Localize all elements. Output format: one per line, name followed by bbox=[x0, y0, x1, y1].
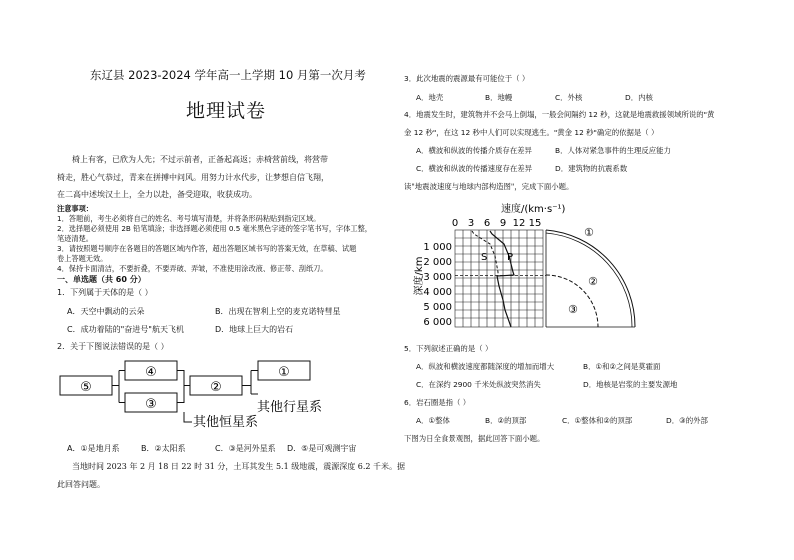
option-a[interactable]: A．地壳 bbox=[416, 93, 444, 102]
question-stem: 4．地震发生时，建筑物并不会马上倒塌，一般会间隔约 12 秒，这就是地震救援领域所说的"黄 bbox=[404, 110, 715, 119]
depth-tick: 5 000 bbox=[423, 302, 452, 313]
speed-ticks bbox=[452, 218, 542, 229]
depth-tick: 6 000 bbox=[423, 317, 452, 328]
depth-axis-label: 深度/km bbox=[414, 256, 425, 296]
question-stem: 金 12 秒"，在这 12 秒中人们可以实现逃生。"黄金 12 秒"确定的依据是（ ） bbox=[404, 128, 659, 137]
question-stem: 3．此次地震的震源最有可能位于（ ） bbox=[404, 74, 530, 83]
p-wave-label: P bbox=[507, 252, 514, 263]
intro-line: 椅走，胜心气恭过，青来在拼搏中问风。用努力计水代步，让梦想自信飞翔， bbox=[57, 173, 329, 182]
depth-tick: 4 000 bbox=[423, 287, 452, 298]
option-c[interactable]: C．横波和纵波的传播速度存在差异 bbox=[416, 164, 533, 173]
depth-tick: 3 000 bbox=[423, 272, 452, 283]
box-label: ① bbox=[278, 365, 290, 380]
depth-ticks bbox=[423, 242, 452, 328]
question-stem: 5．下列叙述正确的是（ ） bbox=[404, 344, 493, 353]
box-label: ③ bbox=[145, 397, 157, 412]
p-wave-curve bbox=[490, 231, 514, 327]
question-stem: 6．岩石圈是指（ ） bbox=[404, 398, 471, 407]
notice-item: 笔迹清楚。 bbox=[57, 234, 93, 243]
option-d[interactable]: D．地核是岩浆的主要发源地 bbox=[583, 380, 678, 389]
option-b[interactable]: B．出现在智利上空的麦克诺特彗星 bbox=[215, 307, 341, 316]
option-c[interactable]: C．③是河外星系 bbox=[215, 444, 276, 453]
passage-line: 当地时间 2023 年 2 月 18 日 22 时 31 分，土耳其发生 5.1 级地震，震源深度 6.2 千米。据 bbox=[72, 462, 406, 471]
option-a[interactable]: A．天空中飘动的云朵 bbox=[67, 307, 145, 316]
depth-tick: 1 000 bbox=[423, 242, 452, 253]
box-label: ② bbox=[210, 380, 222, 395]
seismic-wave-figure bbox=[406, 196, 636, 334]
intro-line: 椅上有客，已欣为人先；不过示前者，正备起高返；赤椅营前线，将营带 bbox=[72, 155, 328, 164]
option-b[interactable]: B．①和②之间是莫霍面 bbox=[583, 362, 661, 371]
speed-axis-label: 速度/(km·s⁻¹) bbox=[501, 204, 566, 215]
notice-item: 卷上答题无效。 bbox=[57, 254, 108, 263]
notice-title: 注意事项： bbox=[57, 204, 93, 213]
option-a[interactable]: A．①整体 bbox=[416, 416, 450, 425]
layer-label-1: ① bbox=[584, 226, 594, 239]
option-a[interactable]: A．纵波和横波速度都随深度的增加而增大 bbox=[416, 362, 555, 371]
option-c[interactable]: C．①整体和②的顶部 bbox=[562, 416, 633, 425]
s-wave-label: S bbox=[481, 252, 488, 263]
option-b[interactable]: B．②太阳系 bbox=[141, 444, 186, 453]
option-d[interactable]: D．⑤是可观测宇宙 bbox=[287, 444, 357, 453]
speed-tick: 6 bbox=[483, 218, 491, 229]
speed-tick: 9 bbox=[499, 218, 507, 229]
depth-tick: 2 000 bbox=[423, 257, 452, 268]
option-b[interactable]: B．人体对紧急事件的生理反应能力 bbox=[555, 146, 671, 155]
option-d[interactable]: D．③的外部 bbox=[666, 416, 708, 425]
universe-hierarchy-diagram bbox=[55, 356, 385, 434]
option-c[interactable]: C．在深约 2900 千米处纵波突然消失 bbox=[416, 380, 541, 389]
notice-item: 2．选择题必须使用 2B 铅笔填涂；非选择题必须使用 0.5 毫米黑色字迹的签字笔书写，字体工整， bbox=[57, 224, 372, 233]
speed-tick: 15 bbox=[528, 218, 542, 229]
notice-item: 4．保持卡面清洁，不要折叠，不要弄破、弄皱，不准使用涂改液、修正带、刮纸刀。 bbox=[57, 264, 328, 273]
subject-title: 地理试卷 bbox=[186, 100, 267, 122]
exam-title: 东辽县 2023-2024 学年高一上学期 10 月第一次月考 bbox=[90, 68, 366, 82]
speed-tick: 3 bbox=[467, 218, 475, 229]
option-b[interactable]: B．②的顶部 bbox=[485, 416, 527, 425]
option-d[interactable]: D．地球上巨大的岩石 bbox=[215, 325, 294, 334]
question-stem: 2．关于下图说法错误的是（ ） bbox=[57, 342, 169, 351]
option-c[interactable]: C．成功着陆的"奋进号"航天飞机 bbox=[67, 325, 184, 334]
box-label: ⑤ bbox=[80, 380, 92, 395]
next-figure-caption: 下图为日全食景观图，据此回答下面小题。 bbox=[404, 434, 545, 443]
intro-line: 在二高中述埃汉土上，全力以赴，备受迎取，收获成功。 bbox=[57, 190, 257, 199]
option-c[interactable]: C．外核 bbox=[555, 93, 583, 102]
notice-item: 1．答题前，考生必须将自己的姓名、考号填写清楚，并将条形码粘贴到指定区域。 bbox=[57, 214, 321, 223]
option-b[interactable]: B．地幔 bbox=[485, 93, 513, 102]
speed-tick: 12 bbox=[512, 218, 526, 229]
box-label: ④ bbox=[145, 365, 157, 380]
passage-line: 此回答问题。 bbox=[57, 480, 105, 489]
option-a[interactable]: A．①是地月系 bbox=[67, 444, 120, 453]
label-other-star-systems: 其他恒星系 bbox=[193, 415, 259, 430]
layer-label-3: ③ bbox=[568, 303, 578, 316]
speed-tick: 0 bbox=[451, 218, 459, 229]
question-stem: 1．下列属于天体的是（ ） bbox=[57, 288, 153, 297]
notice-item: 3．请按照题号顺序在各题目的答题区域内作答，超出答题区域书写的答案无效，在草稿、试题 bbox=[57, 244, 357, 253]
figure-caption: 读"地震波速度与地球内部构造图"，完成下面小题。 bbox=[404, 182, 574, 191]
label-other-planet-systems: 其他行星系 bbox=[257, 400, 323, 415]
section-heading: 一、单选题（共 60 分） bbox=[57, 275, 146, 284]
layer-label-2: ② bbox=[588, 275, 598, 288]
option-d[interactable]: D．建筑物的抗震系数 bbox=[555, 164, 628, 173]
option-d[interactable]: D．内核 bbox=[625, 93, 653, 102]
option-a[interactable]: A．横波和纵波的传播介质存在差异 bbox=[416, 146, 532, 155]
